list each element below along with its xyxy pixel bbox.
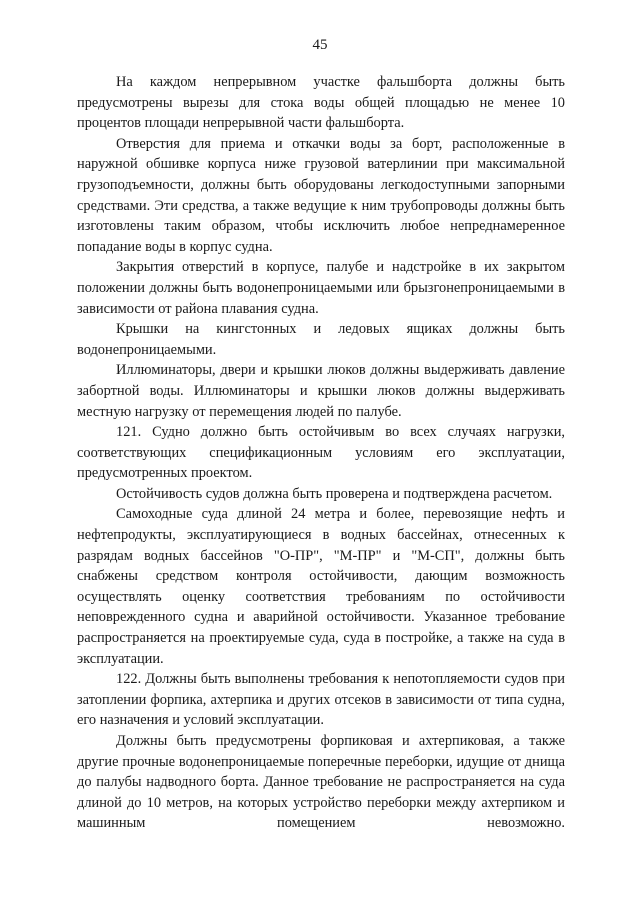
paragraph-bulwark-drainage: На каждом непрерывном участке фальшборта должны быть предусмотрены вырезы для стока воды общей площадью не менее 10 процентов площади непрерывной части фальшборта. xyxy=(77,74,565,132)
paragraph-sea-chest-covers: Крышки на кингстонных и ледовых ящиках должны быть водонепроницаемыми. xyxy=(77,321,565,358)
paragraph-121-stability: 121. Судно должно быть остойчивым во всех случаях нагрузки, соответствующих спецификационным условиям его эксплуатации, предусмотренных проектом. xyxy=(77,424,565,482)
paragraph-opening-closures: Закрытия отверстий в корпусе, палубе и надстройке в их закрытом положении должны быть водонепроницаемыми или брызгонепроницаемыми в зависимости от района плавания судна. xyxy=(77,259,565,317)
paragraph-bulkheads: Должны быть предусмотрены форпиковая и ахтерпиковая, а также другие прочные водонепроницаемые поперечные переборки, идущие от днища до палубы надводного борта. Данное требование не распространяется на суда длиной до 10 метров, на которых устройство переборки между ахтерпиком и машинным помещением невозможно. xyxy=(77,733,565,832)
paragraph-stability-control: Самоходные суда длиной 24 метра и более, перевозящие нефть и нефтепродукты, эксплуатирующиеся в водных бассейнах, отнесенных к разрядам водных бассейнов "О-ПР", "М-ПР" и "М-СП", должны быть снабжены средством контроля остойчивости, дающим возможность осуществлять оценку соответствия требованиям по остойчивости неповрежденного судна и аварийной остойчивости. Указанное требование распространяется на проектируемые суда, суда в постройке, а также на суда в эксплуатации. xyxy=(77,506,565,667)
paragraph-portholes: Иллюминаторы, двери и крышки люков должны выдерживать давление забортной воды. Иллюминаторы и крышки люков должны выдерживать местную нагрузку от перемещения людей по палубе. xyxy=(77,362,565,420)
page-number: 45 xyxy=(312,37,328,53)
paragraph-hull-openings: Отверстия для приема и откачки воды за борт, расположенные в наружной обшивке корпуса ниже грузовой ватерлинии при максимальной грузоподъемности, должны быть оборудованы легкодоступными запорными средствами. Эти средства, а также ведущие к ним трубопроводы должны быть изготовлены таким образом, чтобы исключить любое непреднамеренное попадание воды в корпус судна. xyxy=(77,135,565,255)
document-body xyxy=(77,72,565,834)
paragraph-122-unsinkability: 122. Должны быть выполнены требования к непотопляемости судов при затоплении форпика, ахтерпика и других отсеков в зависимости от типа судна, его назначения и условий эксплуатации. xyxy=(77,671,565,729)
paragraph-stability-calculation: Остойчивость судов должна быть проверена и подтверждена расчетом. xyxy=(116,485,553,502)
